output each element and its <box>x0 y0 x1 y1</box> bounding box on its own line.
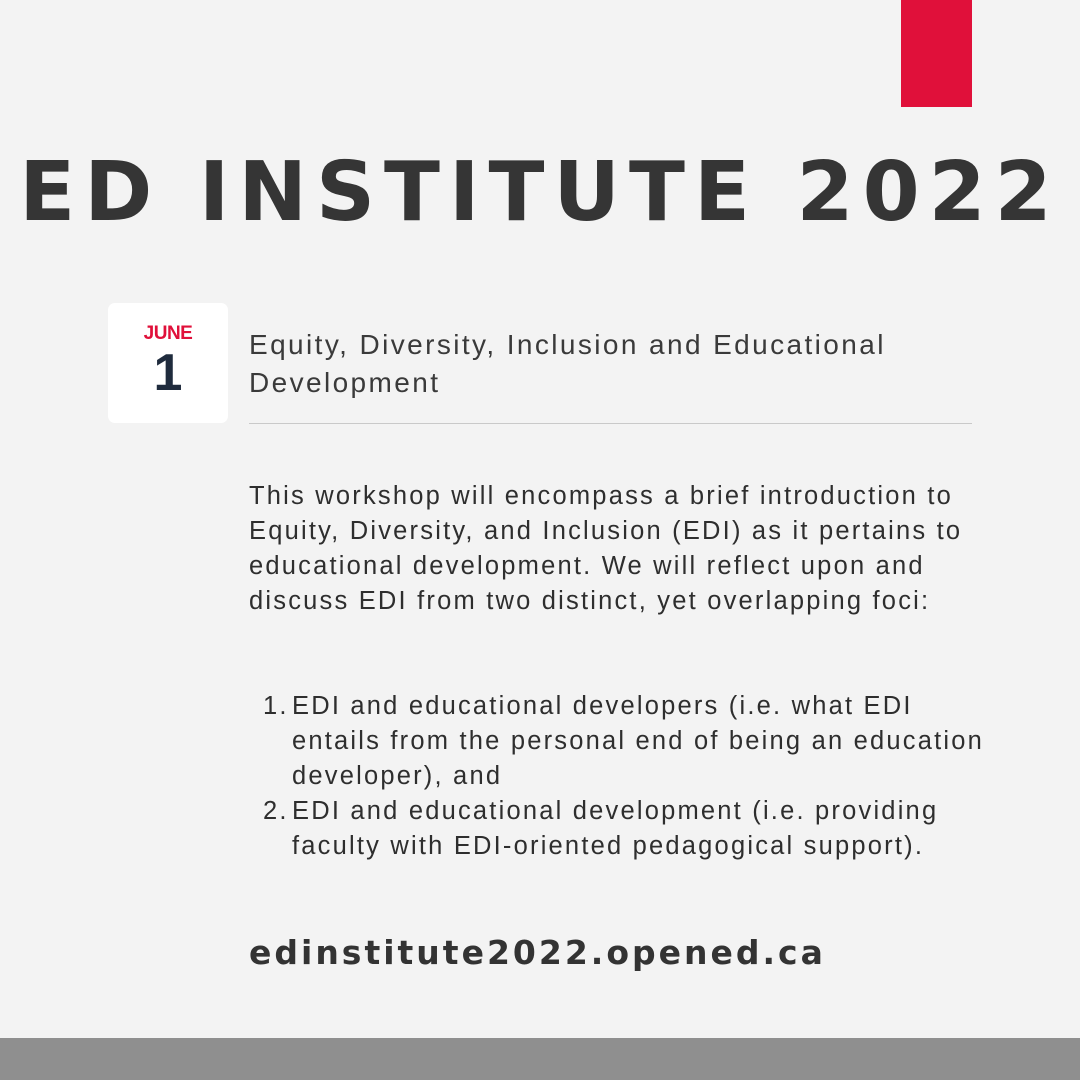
list-number: 1. <box>263 692 289 720</box>
session-title: Equity, Diversity, Inclusion and Educational Development <box>249 329 886 398</box>
list-number: 2. <box>263 797 289 825</box>
accent-bar <box>901 0 972 107</box>
divider <box>249 423 972 424</box>
page-title: ED INSTITUTE 2022 <box>19 145 1061 240</box>
date-day: 1 <box>153 344 183 402</box>
session-description: This workshop will encompass a brief introduction to Equity, Diversity, and Inclusion (EDI) as it pertains to educational development. We will reflect upon and discuss EDI from two distinct, yet overlapping foci: <box>249 482 963 615</box>
list-item <box>249 794 984 864</box>
list-item <box>249 689 984 794</box>
list-item-text: EDI and educational developers (i.e. what EDI entails from the personal end of being an education developer), and <box>292 692 985 790</box>
footer-bar <box>0 1038 1080 1080</box>
date-month: JUNE <box>143 323 193 344</box>
date-card <box>108 303 228 423</box>
list-item-text: EDI and educational development (i.e. providing faculty with EDI-oriented pedagogical support). <box>292 797 939 860</box>
website-url: edinstitute2022.opened.ca <box>249 933 826 972</box>
foci-list <box>249 689 984 864</box>
